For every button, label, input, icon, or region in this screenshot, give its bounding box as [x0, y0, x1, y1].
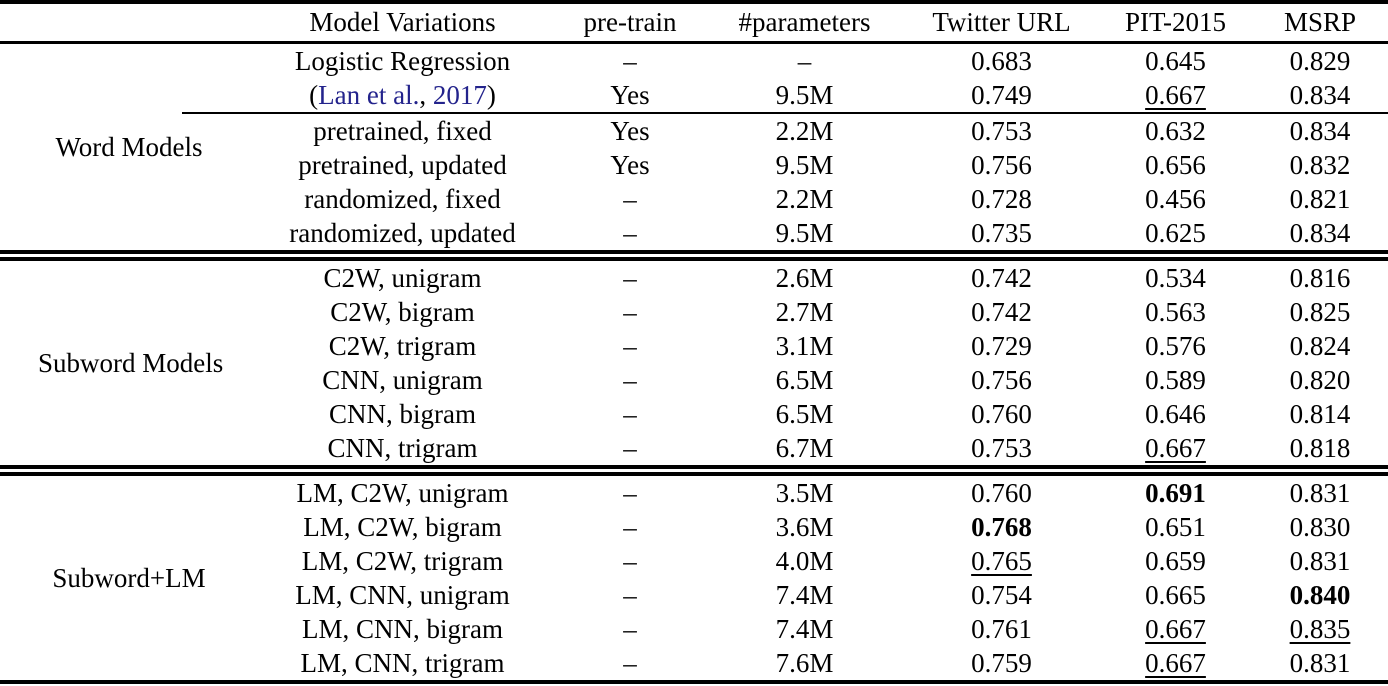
value-cell: Yes — [555, 78, 705, 113]
model-variation-cell: LM, CNN, unigram — [295, 579, 510, 610]
value-cell: 0.820 — [1289, 364, 1351, 395]
value-cell: – — [623, 545, 637, 576]
table-row — [0, 474, 1388, 510]
column-header: PIT-2015 — [1099, 2, 1252, 43]
value-cell: 9.5M — [775, 149, 834, 180]
value-cell: 0.749 — [904, 78, 1099, 113]
model-variation-cell: CNN, bigram — [329, 398, 476, 429]
value-cell: 6.5M — [775, 398, 834, 429]
value-cell: 2.2M — [775, 115, 834, 146]
value-cell: 3.1M — [775, 330, 834, 361]
model-variation-cell: C2W, bigram — [330, 296, 475, 327]
value-cell: 7.6M — [775, 647, 834, 678]
value-cell: – — [623, 477, 637, 508]
citation-text: ( — [309, 79, 319, 110]
value-cell: 0.589 — [1145, 364, 1206, 395]
value-cell: 7.4M — [775, 579, 834, 610]
value-cell: 0.756 — [971, 149, 1032, 180]
value-cell: 2.2M — [775, 183, 834, 214]
value-cell — [1099, 646, 1252, 682]
column-header: Model Variations — [182, 2, 555, 43]
table-row — [0, 182, 1388, 216]
value-cell: – — [623, 217, 637, 248]
value-cell: 0.831 — [1289, 477, 1351, 508]
value-cell: 9.5M — [705, 78, 904, 113]
value-cell: – — [623, 183, 637, 214]
value-cell: 0.761 — [971, 613, 1032, 644]
value-cell: – — [623, 296, 637, 327]
table-row — [0, 113, 1388, 148]
model-variation-cell: pretrained, updated — [298, 149, 507, 180]
value-cell — [1252, 612, 1388, 646]
value-cell: 0.759 — [971, 647, 1032, 678]
value-cell — [1099, 612, 1252, 646]
metric-value: 0.765 — [971, 545, 1032, 576]
value-cell: 0.834 — [1289, 115, 1351, 146]
model-variation-cell: pretrained, fixed — [313, 115, 492, 146]
value-cell: 2.6M — [775, 262, 834, 293]
value-cell: 0.576 — [1145, 330, 1206, 361]
value-cell: 0.456 — [1145, 183, 1206, 214]
value-cell: 0.760 — [971, 477, 1032, 508]
column-header: MSRP — [1252, 2, 1388, 43]
value-cell: – — [623, 262, 637, 293]
value-cell: 0.830 — [1289, 511, 1351, 542]
value-cell: 0.651 — [1145, 511, 1206, 542]
model-variation-cell: randomized, updated — [289, 217, 516, 248]
table-row — [0, 646, 1388, 682]
value-cell: 0.832 — [1289, 149, 1351, 180]
value-cell: 0.821 — [1289, 183, 1351, 214]
value-cell: – — [623, 398, 637, 429]
value-cell: 2.7M — [775, 296, 834, 327]
metric-value: 0.768 — [971, 511, 1032, 542]
value-cell: 0.824 — [1289, 330, 1351, 361]
value-cell: 0.645 — [1145, 45, 1206, 76]
value-cell: 0.814 — [1289, 398, 1351, 429]
value-cell: 0.756 — [971, 364, 1032, 395]
section-divider — [0, 252, 1388, 259]
value-cell: 0.760 — [971, 398, 1032, 429]
value-cell: 0.834 — [1289, 217, 1351, 248]
value-cell — [1099, 431, 1252, 467]
value-cell: Yes — [610, 149, 650, 180]
value-cell: – — [623, 613, 637, 644]
value-cell: 0.831 — [1289, 647, 1351, 678]
value-cell: 0.831 — [1289, 545, 1351, 576]
model-variation-cell — [182, 78, 555, 113]
value-cell: 0.742 — [971, 296, 1032, 327]
table-row — [0, 216, 1388, 252]
metric-value: 0.667 — [1145, 647, 1206, 678]
value-cell: 0.753 — [971, 115, 1032, 146]
table-row — [0, 295, 1388, 329]
metric-value: 0.667 — [1145, 79, 1206, 110]
value-cell: 6.5M — [775, 364, 834, 395]
model-variation-cell: C2W, trigram — [328, 330, 477, 361]
model-variation-cell: LM, C2W, bigram — [303, 511, 502, 542]
value-cell — [1252, 578, 1388, 612]
model-variation-cell: C2W, unigram — [323, 262, 482, 293]
table-row — [0, 544, 1388, 578]
model-variation-cell: LM, C2W, trigram — [301, 545, 504, 576]
value-cell: – — [623, 647, 637, 678]
value-cell: 0.735 — [971, 217, 1032, 248]
table-row — [0, 578, 1388, 612]
value-cell — [1099, 78, 1252, 113]
citation-text: ) — [486, 79, 496, 110]
metric-value: 0.667 — [1145, 613, 1206, 644]
table-row — [0, 612, 1388, 646]
value-cell: – — [623, 45, 637, 76]
value-cell: 0.825 — [1289, 296, 1351, 327]
value-cell: 3.6M — [775, 511, 834, 542]
model-variation-cell: Logistic Regression — [294, 45, 511, 76]
table-row — [0, 397, 1388, 431]
citation-link[interactable]: 2017 — [432, 79, 487, 110]
model-variation-cell: LM, CNN, bigram — [302, 613, 503, 644]
value-cell: 0.753 — [971, 432, 1032, 463]
value-cell: Yes — [610, 115, 650, 146]
value-cell: 0.754 — [971, 579, 1032, 610]
value-cell — [1099, 474, 1252, 510]
value-cell: 0.625 — [1145, 217, 1206, 248]
table-row — [0, 510, 1388, 544]
column-header — [0, 2, 182, 43]
citation-link[interactable]: Lan et al. — [318, 79, 420, 110]
column-header: Twitter URL — [904, 2, 1099, 43]
value-cell: – — [797, 45, 812, 76]
value-cell: – — [623, 579, 637, 610]
model-variation-cell: CNN, trigram — [327, 432, 478, 463]
column-header: #parameters — [705, 2, 904, 43]
value-cell: – — [623, 432, 637, 463]
table-row — [0, 78, 1388, 113]
table-row — [0, 43, 1388, 79]
value-cell: 0.728 — [971, 183, 1032, 214]
value-cell: 0.563 — [1145, 296, 1206, 327]
table-row — [0, 259, 1388, 295]
metric-value: 0.840 — [1289, 579, 1351, 610]
value-cell — [904, 510, 1099, 544]
metric-value: 0.691 — [1145, 477, 1206, 508]
value-cell: 0.683 — [971, 45, 1032, 76]
value-cell: 0.829 — [1289, 45, 1351, 76]
model-variation-cell: randomized, fixed — [304, 183, 501, 214]
group-label: Subword+LM — [52, 562, 206, 593]
value-cell: 9.5M — [775, 217, 834, 248]
group-label: Word Models — [55, 131, 203, 162]
table-row — [0, 431, 1388, 467]
model-variation-cell: LM, C2W, unigram — [296, 477, 509, 508]
value-cell: – — [623, 511, 637, 542]
value-cell: 0.534 — [1145, 262, 1206, 293]
value-cell: – — [623, 330, 637, 361]
value-cell: 0.834 — [1252, 78, 1388, 113]
value-cell: 0.816 — [1289, 262, 1351, 293]
value-cell: 0.632 — [1145, 115, 1206, 146]
column-header: pre-train — [555, 2, 705, 43]
value-cell: 7.4M — [775, 613, 834, 644]
value-cell: 0.818 — [1289, 432, 1351, 463]
metric-value: 0.667 — [1145, 432, 1206, 463]
value-cell: 0.665 — [1145, 579, 1206, 610]
group-label: Subword Models — [38, 347, 224, 378]
value-cell: 3.5M — [775, 477, 834, 508]
value-cell — [904, 544, 1099, 578]
value-cell: 0.646 — [1145, 398, 1206, 429]
table-header — [0, 2, 1388, 43]
value-cell: 4.0M — [775, 545, 834, 576]
value-cell: 0.729 — [971, 330, 1032, 361]
table-body — [0, 43, 1388, 683]
value-cell: – — [623, 364, 637, 395]
value-cell: 0.659 — [1145, 545, 1206, 576]
value-cell: 6.7M — [775, 432, 834, 463]
model-variation-cell: LM, CNN, trigram — [300, 647, 505, 678]
section-divider — [0, 467, 1388, 474]
value-cell: 0.742 — [971, 262, 1032, 293]
model-variation-cell: CNN, unigram — [322, 364, 483, 395]
value-cell: 0.656 — [1145, 149, 1206, 180]
metric-value: 0.835 — [1289, 613, 1351, 644]
table-row — [0, 148, 1388, 182]
citation-text: , — [419, 79, 433, 110]
